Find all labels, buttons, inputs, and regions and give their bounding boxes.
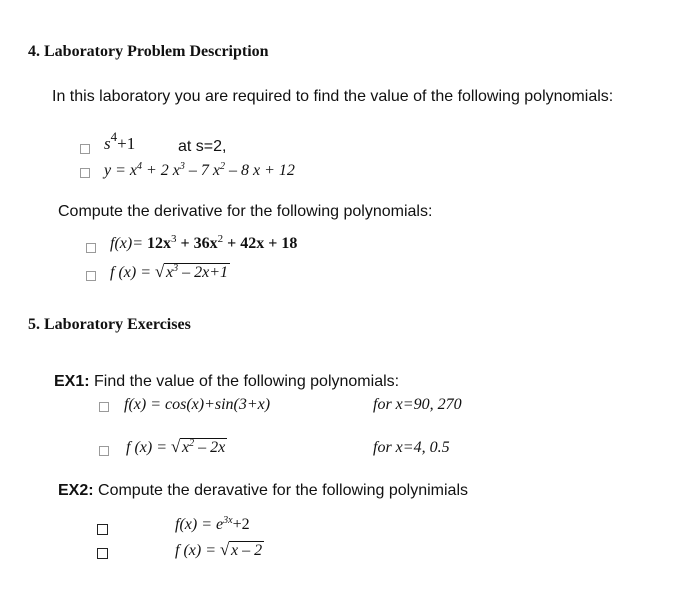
polynomial-1-condition: at s=2, — [178, 138, 227, 155]
section-5-heading: 5. Laboratory Exercises — [28, 316, 191, 333]
ex2-item-1: $f(x) = e^{3x}+2$ — [175, 515, 250, 533]
polynomial-2: $y = x^4 + 2$ $x^3 - 7$ $x^2 - 8$ x + 12 — [104, 161, 295, 179]
polynomial-1: $s^4+1$ — [104, 129, 136, 153]
ex2-instruction: EX2: Compute the deravative for the following polynimials — [58, 482, 468, 499]
checkbox-deriv-1[interactable] — [86, 243, 96, 253]
checkbox-ex1-item-1[interactable] — [99, 402, 109, 412]
ex1-item-2: f (x) = √ $x^2 - 2x$ — [126, 437, 226, 456]
checkbox-deriv-2[interactable] — [86, 271, 96, 281]
checkbox-ex1-item-2[interactable] — [99, 446, 109, 456]
ex1-item-1-condition: for x=90, 270 — [373, 396, 462, 413]
checkbox-ex2-item-1[interactable] — [97, 524, 108, 535]
ex1-item-1: f(x) = cos(x)+sin(3+x) — [124, 396, 271, 413]
derivative-2: f (x) = √ $x^3 - 2x+1$ — [110, 262, 229, 281]
ex1-item-2-condition: for x=4, 0.5 — [373, 439, 450, 456]
checkbox-poly-1[interactable] — [80, 144, 90, 154]
ex2-item-2: f (x) = √ x – 2 — [175, 540, 263, 559]
ex1-instruction: EX1: Find the value of the following polynomials: — [54, 373, 400, 390]
checkbox-ex2-item-2[interactable] — [97, 548, 108, 559]
section-4-intro: In this laboratory you are required to find the value of the following polynomials: — [52, 88, 614, 105]
section-4-heading: 4. Laboratory Problem Description — [28, 43, 269, 60]
derivative-1: $f(x)= 12x^3 + 36x^2 + 42x + 18$ — [110, 233, 298, 252]
checkbox-poly-2[interactable] — [80, 168, 90, 178]
derivative-intro: Compute the derivative for the following polynomials: — [58, 203, 433, 220]
